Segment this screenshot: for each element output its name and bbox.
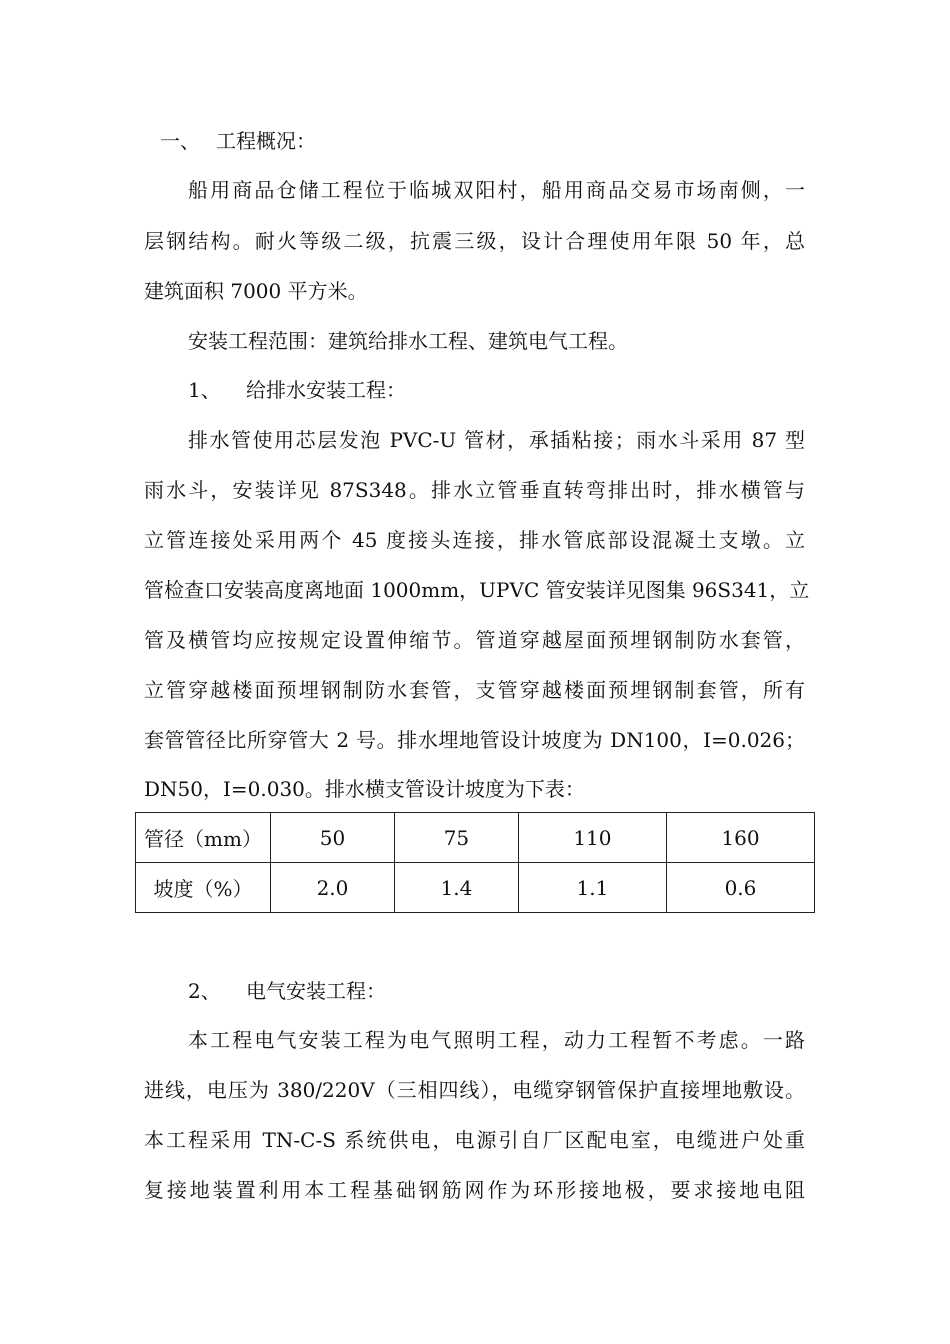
table-cell: 0.6 [666, 863, 814, 913]
overview-title: 工程概况： [216, 129, 316, 153]
table-row [136, 813, 815, 863]
plumbing-line: 立管穿越楼面预埋钢制防水套管，支管穿越楼面预埋钢制套管，所有 [144, 678, 805, 702]
table-cell: 1.4 [394, 863, 518, 913]
intro-line: 层钢结构。耐火等级二级，抗震三级，设计合理使用年限 50 年，总 [144, 229, 805, 253]
section2-title: 电气安装工程： [246, 979, 386, 1003]
table-row-label: 坡度（%） [136, 863, 271, 913]
table-cell: 50 [271, 813, 395, 863]
intro-line: 建筑面积 7000 平方米。 [144, 279, 368, 303]
table-row [136, 863, 815, 913]
electrical-line: 复接地装置利用本工程基础钢筋网作为环形接地极，要求接地电阻 [144, 1178, 805, 1202]
section1-number: 1、 [188, 378, 221, 402]
plumbing-line: 管及横管均应按规定设置伸缩节。管道穿越屋面预埋钢制防水套管， [144, 628, 805, 652]
section1-title: 给排水安装工程： [246, 378, 406, 402]
intro-line: 船用商品仓储工程位于临城双阳村，船用商品交易市场南侧，一 [188, 178, 805, 202]
plumbing-line: 管检查口安装高度离地面 1000mm，UPVC 管安装详见图集 96S341，立 [144, 578, 810, 602]
plumbing-line: 套管管径比所穿管大 2 号。排水埋地管设计坡度为 DN100，I=0.026； [144, 728, 805, 752]
electrical-line: 进线，电压为 380/220V（三相四线），电缆穿钢管保护直接埋地敷设。 [144, 1078, 805, 1102]
plumbing-line: DN50，I=0.030。排水横支管设计坡度为下表： [144, 777, 585, 801]
plumbing-line: 立管连接处采用两个 45 度接头连接，排水管底部设混凝土支墩。立 [144, 528, 805, 552]
table-row-label: 管径（mm） [136, 813, 271, 863]
electrical-line: 本工程采用 TN-C-S 系统供电，电源引自厂区配电室，电缆进户处重 [144, 1128, 805, 1152]
plumbing-line: 排水管使用芯层发泡 PVC-U 管材，承插粘接；雨水斗采用 87 型 [188, 428, 805, 452]
overview-number: 一、 [160, 129, 200, 153]
table-cell: 160 [666, 813, 814, 863]
plumbing-line: 雨水斗，安装详见 87S348。排水立管垂直转弯排出时，排水横管与 [144, 478, 805, 502]
scope-text: 安装工程范围：建筑给排水工程、建筑电气工程。 [188, 329, 628, 353]
table-cell: 110 [518, 813, 666, 863]
section2-number: 2、 [188, 979, 221, 1003]
table-cell: 2.0 [271, 863, 395, 913]
slope-table [135, 812, 815, 913]
table-cell: 75 [394, 813, 518, 863]
table-cell: 1.1 [518, 863, 666, 913]
electrical-line: 本工程电气安装工程为电气照明工程，动力工程暂不考虑。一路 [188, 1028, 805, 1052]
